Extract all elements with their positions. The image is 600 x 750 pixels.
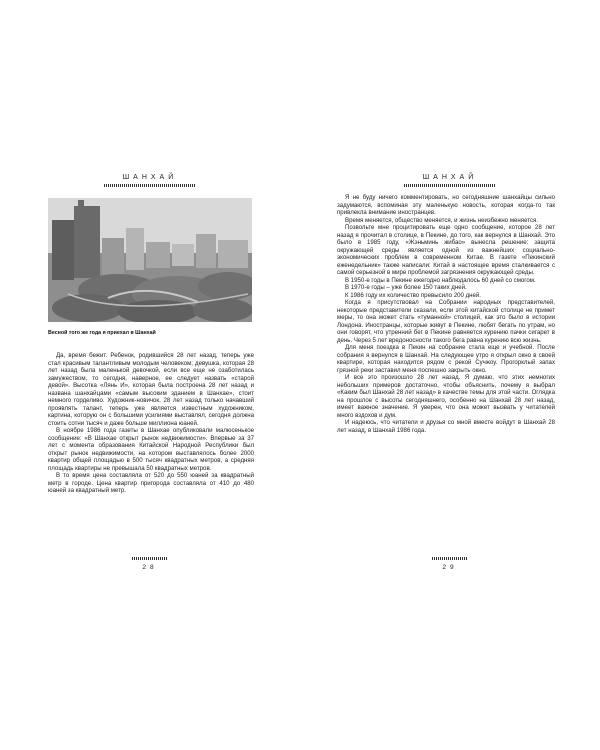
photo-caption: Весной того же года я приехал в Шанхай — [48, 330, 156, 336]
running-head: ШАНХАЙ — [422, 174, 478, 181]
photo-shanghai-cityscape — [48, 198, 252, 322]
footer-rule — [132, 557, 168, 560]
paragraph: Позвольте мне процитировать еще одно сообщение, которое 28 лет назад я прочитал в столице, в Пекине, до того, как вернулся в Шанхай. Это было в 1985 году, «Жэньминь жибао» вынесла решение: защита окружающей среды является одной из важнейших социально-экономических проблем в современном Китае. В газете «Пекинский еженедельник» также написали: Китай в настоящее время сталкивается с самой серьезной в мире проблемой загрязнения окружающей среды. — [337, 224, 555, 276]
paragraph: Я не буду ничего комментировать, но сегодняшние шанхайцы сильно задумаются, вспоминая эту маленькую новость, которая когда-то так привлекла внимание иностранцев. — [337, 194, 555, 216]
paragraph: Время меняется, общество меняется, и жизнь неизбежно меняется. — [345, 216, 539, 224]
paragraph: Для меня поездка в Пекин на собрание стала еще и учебной. После собрания я вернулся в Шанхай. На следующее утро я открыл окно в своей квартире, которая находится рядом с рекой Сучжоу. Прогорклый запах грязной реки заставил меня поспешно закрыть окно. — [337, 344, 555, 374]
paragraph: В ноябре 1986 года газеты в Шанхае опубликовали малюсенькое сообщение: «В Шанхае открыт рынок недвижимости». Впервые за 37 лет с момента образования Китайской Народной Республики был открыт рынок недвижимости, на котором выставлялось более 2000 квартир общей площадью в 500 тысяч квадратных метров, а средняя площадь квартиры не превышала 50 квадратных метров. — [48, 427, 254, 472]
paragraph: Да, время бежит. Ребенок, родившийся 28 лет назад, теперь уже стал красивым талантливым молодым человеком; девушка, которая 28 лет назад была маленькой девочкой, если все еще не озаботилась замужеством, то сегодня, наверное, ее следует назвать «старой девой». Высотка «Лянь И», которая была построена 28 лет назад и названа шанхайцами «самым высоким зданием в Шанхае», стоит немного горделиво. Художник-новичок, 28 лет назад только начавший проявлять талант, теперь уже является известным художником, картина, которую он с большими усилиями выставлял, сегодня должна стоить сотни тысяч и даже больше миллиона юаней. — [48, 352, 254, 427]
body-text — [337, 194, 555, 434]
footer-rule — [432, 557, 468, 560]
paragraph: Когда я присутствовал на Собрании народных представителей, некоторые представители сказали, если этой китайской столице не примет меры, то она может стать «туманной» столицей, как это было в истории Лондона. Иностранцы, которые живут в Пекине, любят бегать по утрам, но они говорят, что утренний бег в Пекине равняется курению пачки сигарет в день. Через 5 лет вредоносности такого бега равна курению всю жизнь. — [337, 299, 555, 344]
body-text — [48, 352, 254, 495]
page-number: 29 — [442, 564, 458, 571]
page-number: 28 — [142, 564, 158, 571]
paragraph: В 1970-е годы – уже более 150 таких дней. — [345, 284, 467, 291]
paragraph: В то время цена составляла от 520 до 550 юаней за квадратный метр в городе. Цена квартир пригорода составляла от 410 до 480 юаней за квадратный метр. — [48, 472, 254, 494]
right-page — [300, 0, 600, 750]
header-rule — [104, 184, 196, 187]
paragraph: К 1986 году их количество превысило 200 дней. — [345, 291, 481, 299]
header-rule — [404, 184, 496, 187]
paragraph: В 1950-е годы в Пекине ежегодно наблюдалось 60 дней со смогом. — [345, 276, 536, 284]
paragraph: И все это произошло 28 лет назад. Я думаю, что этих немногих небольших примеров достаточно, чтобы объяснить, почему я выбрал «Каким был Шанхай 28 лет назад» в качестве темы для этой части. Оглядка на прошлое с высоты сегодняшнего, особенно на Шанхай 28 лет назад, имеет важное значение. Я уверен, что она может вызвать у читателей много вздохов и дум. — [337, 374, 555, 419]
paragraph: И надеюсь, что читатели и друзья со мной вместе войдут в Шанхай 28 лет назад, в Шанхай 1986 года. — [337, 419, 555, 434]
running-head: ШАНХАЙ — [122, 174, 178, 181]
